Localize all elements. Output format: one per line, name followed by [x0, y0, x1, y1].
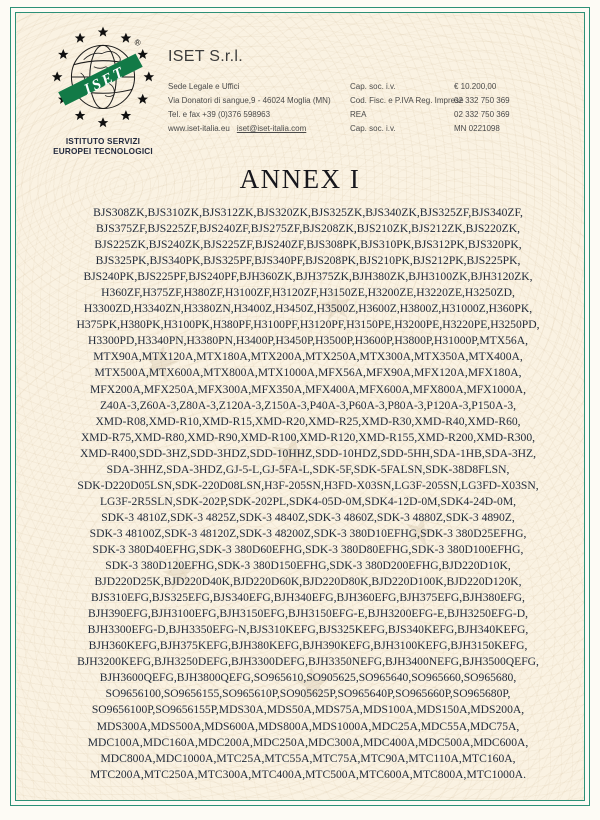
company-name: ISET S.r.l.: [168, 48, 244, 65]
iset-globe-logo: [47, 26, 159, 130]
code-line: SDK-3 48100Z,SDK-3 48120Z,SDK-3 48200Z,SDK-3 380D10EFHG,SDK-3 380D25EFHG,: [89, 526, 527, 540]
registry-row: [350, 108, 565, 122]
code-line: BJS325PK,BJS340PK,BJS325PF,BJS340PF,BJS208PK,BJS210PK,BJS212PK,BJS225PK,: [95, 254, 521, 268]
code-line: BJH360KEFG,BJH375KEFG,BJH380KEFG,BJH390KEFG,BJH3100KEFG,BJH3150KEFG,: [88, 639, 528, 653]
code-line: BJS308ZK,BJS310ZK,BJS312ZK,BJS320ZK,BJS325ZK,BJS340ZK,BJS325ZF,BJS340ZF,: [93, 206, 523, 219]
code-line: SO9656100,SO9656155,SO965610P,SO905625P,SO965640P,SO965660P,SO965680P,: [105, 687, 511, 701]
registry-row: [350, 80, 565, 94]
logo-caption-line2: EUROPEI TECNOLOGICI: [53, 147, 153, 156]
web-line: [168, 122, 306, 136]
code-line: SDK-3 4810Z,SDK-3 4825Z,SDK-3 4840Z,SDK-3 4860Z,SDK-3 4880Z,SDK-3 4890Z,: [101, 510, 515, 524]
code-line: SO9656100P,SO9656155P,MDS30A,MDS50A,MDS75A,MDS100A,MDS150A,MDS200A,: [91, 703, 525, 717]
code-line: BJH390EFG,BJH3100EFG,BJH3150EFG,BJH3150EFG-E,BJH3200EFG-E,BJH3250EFG-D,: [88, 607, 528, 621]
code-line: BJH3600QEFG,BJH3800QEFG,SO965610,SO905625,SO965640,SO965660,SO965680,: [99, 671, 517, 685]
registry-value: 02 332 750 369: [454, 96, 510, 105]
company-logo: [36, 26, 170, 157]
code-line: MFX200A,MFX250A,MFX300A,MFX350A,MFX400A,MFX600A,MFX800A,MFX1000A,: [89, 382, 527, 396]
registry-value: 02 332 750 369: [454, 110, 510, 119]
page-title: ANNEX I: [239, 164, 361, 194]
code-line: H3300PD,H3340PN,H3380PN,H3400P,H3450P,H3500P,H3600P,H3800P,H31000P,MTX56A,: [88, 334, 528, 348]
code-line: BJH3300EFG-D,BJH3350EFG-N,BJS310KEFG,BJS325KEFG,BJS340KEFG,BJH340KEFG,: [87, 623, 529, 637]
code-line: BJD220D25K,BJD220D40K,BJD220D60K,BJD220D80K,BJD220D100K,BJD220D120K,: [94, 575, 522, 589]
code-line: BJS240PK,BJS225PF,BJS240PF,BJH360ZK,BJH375ZK,BJH380ZK,BJH3100ZK,BJH3120ZK,: [83, 270, 533, 284]
code-line: MTX500A,MTX600A,MTX800A,MTX1000A,MFX56A,MFX90A,MFX120A,MFX180A,: [94, 366, 522, 380]
code-line: MDC100A,MDC160A,MDC200A,MDC250A,MDC300A,MDC400A,MDC500A,MDC600A,: [87, 735, 529, 749]
address-line: Via Donatori di sangue,9 - 46024 Moglia (MN): [168, 96, 331, 105]
code-line: MTX90A,MTX120A,MTX180A,MTX200A,MTX250A,MTX300A,MTX350A,MTX400A,: [93, 350, 523, 364]
email-link: iset@iset-italia.com: [236, 124, 307, 133]
code-line: H3300ZD,H3340ZN,H3380ZN,H3400Z,H3450Z,H3500Z,H3600Z,H3800Z,H31000Z,H360PK,: [83, 302, 533, 316]
logo-caption: [36, 137, 170, 157]
code-line: SDK-D220D05LSN,SDK-220D08LSN,H3F-205SN,H3FD-X03SN,LG3F-205SN,LG3FD-X03SN,: [77, 478, 539, 492]
registry-block: [350, 80, 565, 136]
registry-value: € 10.200,00: [454, 82, 497, 91]
website-text: www.iset-italia.eu: [168, 124, 230, 133]
code-line: Z40A-3,Z60A-3,Z80A-3,Z120A-3,Z150A-3,P40A-3,P60A-3,P80A-3,P120A-3,P150A-3,: [99, 398, 517, 412]
code-line: SDK-3 380D40EFHG,SDK-3 380D60EFHG,SDK-3 380D80EFHG,SDK-3 380D100EFHG,: [92, 542, 524, 556]
code-line: BJS375ZF,BJS225ZF,BJS240ZF,BJS275ZF,BJS208ZK,BJS210ZK,BJS212ZK,BJS220ZK,: [95, 222, 521, 236]
registry-label: REA: [350, 110, 367, 119]
code-line: LG3F-2R5SLN,SDK-202P,SDK-202PL,SDK4-05D-0M,SDK4-12D-0M,SDK4-24D-0M,: [99, 494, 517, 508]
registry-value: MN 0221098: [454, 124, 500, 133]
address-line: Sede Legale e Uffici: [168, 82, 240, 91]
code-line: SDA-3HHZ,SDA-3HDZ,GJ-5-L,GJ-5FA-L,SDK-5F,SDK-5FALSN,SDK-38D8FLSN,: [106, 462, 510, 476]
registry-label: Cap. soc. i.v.: [350, 82, 396, 91]
logo-banner-text: ISET: [81, 62, 129, 99]
registered-mark: ®: [134, 38, 141, 48]
registry-label: Cod. Fisc. e P.IVA Reg. Imprese: [350, 96, 464, 105]
code-line: BJH3200KEFG,BJH3250DEFG,BJH3300DEFG,BJH3350NEFG,BJH3400NEFG,BJH3500QEFG,: [77, 655, 539, 669]
code-line: H360ZF,H375ZF,H380ZF,H3100ZF,H3120ZF,H3150ZE,H3200ZE,H3220ZE,H3250ZD,: [101, 286, 515, 300]
annex-list: [62, 205, 554, 783]
code-line: BJS310EFG,BJS325EFG,BJS340EFG,BJH340EFG,BJH360EFG,BJH375EFG,BJH380EFG,: [91, 591, 525, 605]
code-line: SDK-3 380D120EFHG,SDK-3 380D150EFHG,SDK-3 380D200EFHG,BJD220D10K,: [105, 559, 511, 573]
code-line: BJS225ZK,BJS240ZK,BJS225ZF,BJS240ZF,BJS308PK,BJS310PK,BJS312PK,BJS320PK,: [94, 238, 522, 252]
code-line: MTC200A,MTC250A,MTC300A,MTC400A,MTC500A,MTC600A,MTC800A,MTC1000A.: [89, 767, 527, 781]
code-line: XMD-R08,XMD-R10,XMD-R15,XMD-R20,XMD-R25,XMD-R30,XMD-R40,XMD-R60,: [95, 414, 521, 428]
code-line: MDC800A,MDC1000A,MTC25A,MTC55A,MTC75A,MTC90A,MTC110A,MTC160A,: [100, 751, 516, 765]
registry-row: [350, 122, 565, 136]
code-line: H375PK,H380PK,H3100PK,H380PF,H3100PF,H3120PF,H3150PE,H3200PE,H3220PE,H3250PD,: [76, 318, 540, 332]
address-line: Tel. e fax +39 (0)376 598963: [168, 110, 271, 119]
registry-row: [350, 94, 565, 108]
code-line: MDS300A,MDS500A,MDS600A,MDS800A,MDS1000A,MDC25A,MDC55A,MDC75A,: [96, 719, 520, 733]
address-block: [168, 80, 331, 122]
logo-caption-line1: ISTITUTO SERVIZI: [65, 137, 141, 146]
code-line: XMD-R75,XMD-R80,XMD-R90,XMD-R100,XMD-R120,XMD-R155,XMD-R200,XMD-R300,: [80, 430, 536, 444]
registry-label: Cap. soc. i.v.: [350, 124, 396, 133]
code-line: XMD-R400,SDD-3HZ,SDD-3HDZ,SDD-10HHZ,SDD-10HDZ,SDD-5HH,SDA-1HB,SDA-3HZ,: [79, 446, 537, 460]
